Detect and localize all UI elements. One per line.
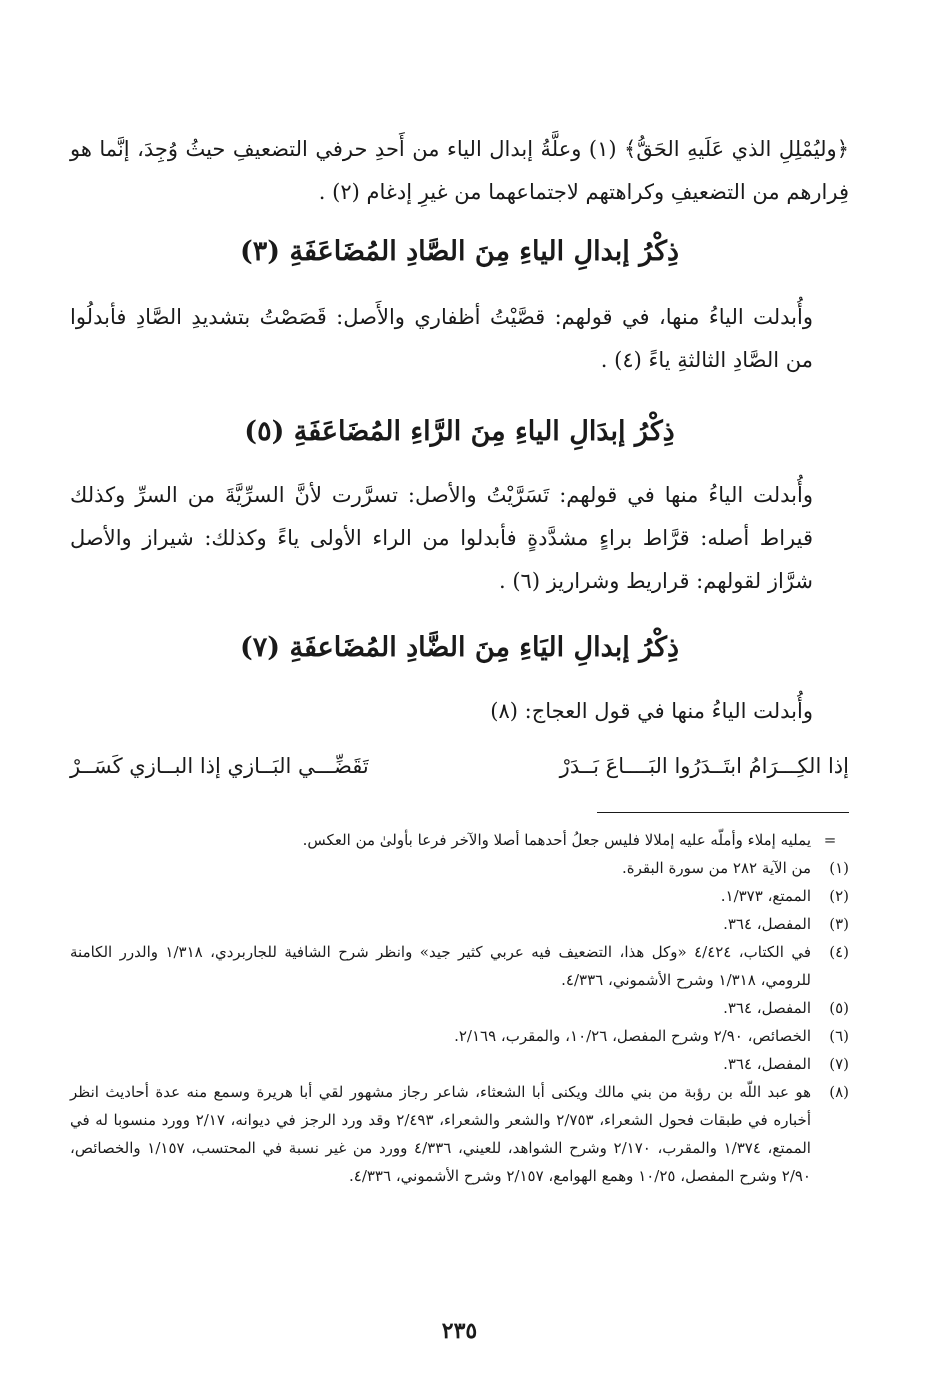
footnote-8 — [70, 1078, 849, 1190]
verse-first-hemistich: إذا الكِـــرَامُ ابتَــدَرُوا البَــــاعَ بَــدَرْ — [559, 754, 849, 778]
footnote-text: المفصل، ٣٦٤. — [723, 999, 811, 1017]
footnote-text: يمليه إملاء وأملّه عليه إملالا فليس جعلُ أحدهما أصلا والآخر فرعا بأولىٰ من العكس. — [302, 831, 811, 849]
footnote-number: (١) — [829, 859, 849, 877]
paragraph-dad: وأُبدلت الياءُ منها في قول العجاج: (٨) — [490, 699, 813, 723]
footnote-5 — [70, 994, 849, 1022]
footnote-separator — [597, 812, 849, 813]
paragraph-sad: وأُبدلت الياءُ منها، في قولهم: قصَّيْتُ أظفاري والأَصل: قَصَصْتُ بتشديدِ الصَّادِ فأبدلُوا من الصَّادِ الثالثةِ ياءً (٤) . — [70, 305, 813, 372]
footnote-text: من الآية ٢٨٢ من سورة البقرة. — [621, 859, 811, 877]
book-page — [70, 0, 849, 1377]
footnote-number: (٥) — [829, 999, 849, 1017]
footnotes — [70, 826, 849, 1190]
section-heading-ra: ذِكْرُ إبدَالِ الياءِ مِنَ الرَّاءِ المُضَاعَفَةِ (٥) — [244, 416, 675, 447]
verse-second-hemistich: تَقَضِّـــي البَــازي إذا البــازي كَسَــرْ — [70, 754, 369, 778]
footnote-text: هو عبد اللّه بن رؤبة من بني مالك ويكنى أبا الشعثاء، شاعر رجاز مشهور لقي أبا هريرة وسمع منه عدة أحاديث انظر أخباره في طبقات فحول الشعراء، ٢/٧٥٣ والشعر والشعراء، ٢/٤٩٣ وقد ورد الرجز في ديوانه، ٢/١٧ وورد منسوبا له في الممتع، ١/٣٧٤ والمقرب، ٢/١٧٠ وشرح الشواهد، للعيني، ٤/٣٣٦ وورد من غير نسبة في المحتسب، ١/١٥٧ والخصائص، ٢/٩٠ وشرح المفصل، ١٠/٢٥ وهمع الهوامع، ٢/١٥٧ وشرح الأشموني، ٤/٣٣٦. — [70, 1083, 811, 1185]
page-number: ٢٣٥ — [441, 1318, 478, 1344]
footnote-number: (٦) — [829, 1027, 849, 1045]
footnote-text: الخصائص، ٢/٩٠ وشرح المفصل، ١٠/٢٦، والمقرب، ٢/١٦٩. — [454, 1027, 811, 1045]
footnote-number: (٢) — [829, 887, 849, 905]
paragraph-intro: ﴿وليُمْلِلِ الذي عَلَيهِ الحَقُّ﴾ (١) وعلَّةُ إبدال الياء من أَحدِ حرفي التضعيفِ حيثُ وُجِدَ، إنَّما هو فِرارهم من التضعيفِ وكراهتهم لاجتماعهما من غيرِ إدغام (٢) . — [70, 137, 849, 204]
footnote-number: (٨) — [829, 1083, 849, 1101]
footnote-6 — [70, 1022, 849, 1050]
paragraph-ra: وأُبدلت الياءُ منها في قولهم: تَسَرَّيْتُ والأصل: تسرَّرت لأنَّ السرِّيَّةَ من السرِّ وكذلك قيراط أصله: قرَّاط براءٍ مشدَّدةٍ فأبدلوا من الراء الأولى ياءً وكذلك: شيراز والأصل شرَّاز لقولهم: قراريط وشراريز (٦) . — [70, 483, 813, 593]
footnote-number: (٤) — [829, 943, 849, 961]
footnote-continuation — [70, 826, 849, 854]
footnote-2 — [70, 882, 849, 910]
footnote-text: المفصل، ٣٦٤. — [723, 1055, 811, 1073]
footnote-text: في الكتاب، ٤/٤٢٤ «وكل هذا، التضعيف فيه عربي كثير جيد» وانظر شرح الشافية للجاربردي، ١/٣١٨ والدرر الكامنة للرومي، ١/٣١٨ وشرح الأشموني، ٤/٣٣٦. — [70, 943, 811, 989]
footnote-text: الممتع، ١/٣٧٣. — [720, 887, 811, 905]
footnote-text: المفصل، ٣٦٤. — [723, 915, 811, 933]
footnote-number: (٣) — [829, 915, 849, 933]
footnote-marker: = — [823, 831, 837, 849]
footnote-7 — [70, 1050, 849, 1078]
section-heading-dad: ذِكْرُ إبدالِ اليَاءِ مِنَ الضَّادِ المُضَاعفَةِ (٧) — [240, 632, 679, 663]
footnote-4 — [70, 938, 849, 994]
footnote-3 — [70, 910, 849, 938]
footnote-1 — [70, 854, 849, 882]
section-heading-sad: ذِكْرُ إبدالِ الياءِ مِنَ الصَّادِ المُضَاعَفَةِ (٣) — [240, 236, 679, 267]
footnote-number: (٧) — [829, 1055, 849, 1073]
poetry-verse — [70, 742, 849, 790]
